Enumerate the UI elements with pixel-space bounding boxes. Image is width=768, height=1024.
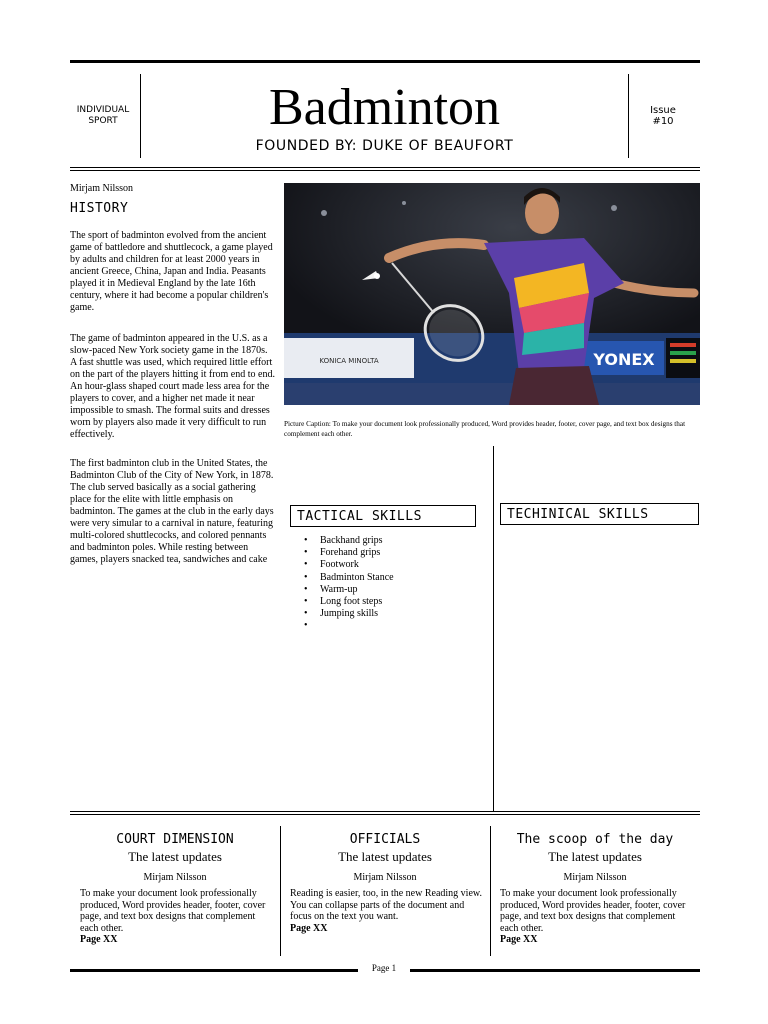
column-scoop — [495, 832, 695, 945]
list-item: • Badminton Stance — [300, 572, 480, 584]
column-title: OFFICIALS — [349, 832, 421, 847]
column-subtitle: The latest updates — [128, 849, 222, 864]
page-number: Page 1 — [371, 963, 397, 973]
list-item: • Long foot steps — [300, 596, 480, 608]
column-officials — [285, 832, 485, 934]
column-divider-2 — [490, 826, 491, 956]
column-subtitle: The latest updates — [548, 849, 642, 864]
list-item: • Footwork — [300, 559, 480, 571]
article-paragraph-1: The sport of badminton evolved from the ancient game of battledore and shuttlecock, a game played by adults and children for at least 2000 years in ancient Greece, China, Japan and India. Peasants played it in Medieval England by the late 16th century, where it had become a popular children's game. — [70, 230, 273, 313]
list-item: • Backhand grips — [300, 535, 480, 547]
column-author: Mirjam Nilsson — [563, 872, 627, 883]
column-author: Mirjam Nilsson — [353, 872, 417, 883]
article-paragraph-2: The game of badminton appeared in the U.S. as a slow-paced New York society game in the 1870s. A fast shuttle was used, which required little effort on the part of the players hitting it from end to end. An hour-glass shaped court made less area for the players to cover, and a higher net made it near impossible to smash. The formal suits and dresses worn by players also made it very difficult to run effectively. — [70, 333, 275, 440]
masthead-bottom-rule-2 — [70, 170, 700, 171]
technical-skills-heading: TECHINICAL SKILLS — [500, 503, 699, 525]
masthead-bottom-rule — [70, 167, 700, 168]
column-court-dimension — [75, 832, 275, 945]
board-text: KONICA MINOLTA — [319, 357, 379, 365]
player-photo-illustration — [284, 183, 700, 405]
article-author: Mirjam Nilsson — [70, 183, 134, 194]
column-title: COURT DIMENSION — [116, 832, 234, 847]
footer-rule-left — [70, 969, 358, 972]
skills-divider — [493, 446, 494, 812]
list-item: • Warm-up — [300, 584, 480, 596]
issue-label: Issue — [650, 105, 676, 116]
article-heading: HISTORY — [70, 201, 129, 216]
tactical-skills-list — [300, 535, 480, 632]
photo-caption: Picture Caption: To make your document look professionally produced, Word provides header, footer, cover page, and text box designs that complement each other. — [284, 420, 686, 438]
page-reference[interactable]: Page XX — [500, 934, 538, 945]
page-title: Badminton — [268, 79, 501, 136]
bottom-section-rule-2 — [70, 814, 700, 815]
masthead-top-rule — [70, 60, 700, 63]
column-text: Reading is easier, too, in the new Reading view. You can collapse parts of the document and focus on the text you want. — [290, 888, 482, 922]
category-label: INDIVIDUAL SPORT — [76, 105, 130, 126]
founder-subtitle: FOUNDED BY: DUKE OF BEAUFORT — [255, 138, 514, 154]
issue-number: #10 — [652, 116, 674, 127]
article-paragraph-3: The first badminton club in the United States, the Badminton Club of the City of New York, in 1878. The club served basically as a social gathering place for the elite with little emphasis on badminton. The games at the club in the early days were very simular to a carnival in nature, featuring multi-colored shuttlecocks, and colored pennants and badminton poles. While resting between games, players snacked tea, sandwiches and cake — [70, 458, 274, 565]
masthead-right-divider — [628, 74, 629, 158]
sponsor-text: YONEX — [593, 350, 655, 369]
footer-rule-right — [410, 969, 700, 972]
bottom-section-rule — [70, 811, 700, 812]
column-author: Mirjam Nilsson — [143, 872, 207, 883]
column-text: To make your document look professionally produced, Word provides header, footer, cover page, and text box designs that complement each other. — [80, 888, 266, 934]
list-item: • Jumping skills — [300, 608, 480, 620]
tactical-skills-heading: TACTICAL SKILLS — [290, 505, 476, 527]
player-photo — [284, 183, 700, 405]
page-reference[interactable]: Page XX — [80, 934, 118, 945]
page-reference[interactable]: Page XX — [290, 922, 328, 934]
list-item — [300, 620, 480, 632]
column-title: The scoop of the day — [516, 832, 674, 847]
column-subtitle: The latest updates — [338, 849, 432, 864]
list-item: • Forehand grips — [300, 547, 480, 559]
column-divider-1 — [280, 826, 281, 956]
column-text: To make your document look professionally produced, Word provides header, footer, cover page, and text box designs that complement each other. — [500, 888, 686, 934]
